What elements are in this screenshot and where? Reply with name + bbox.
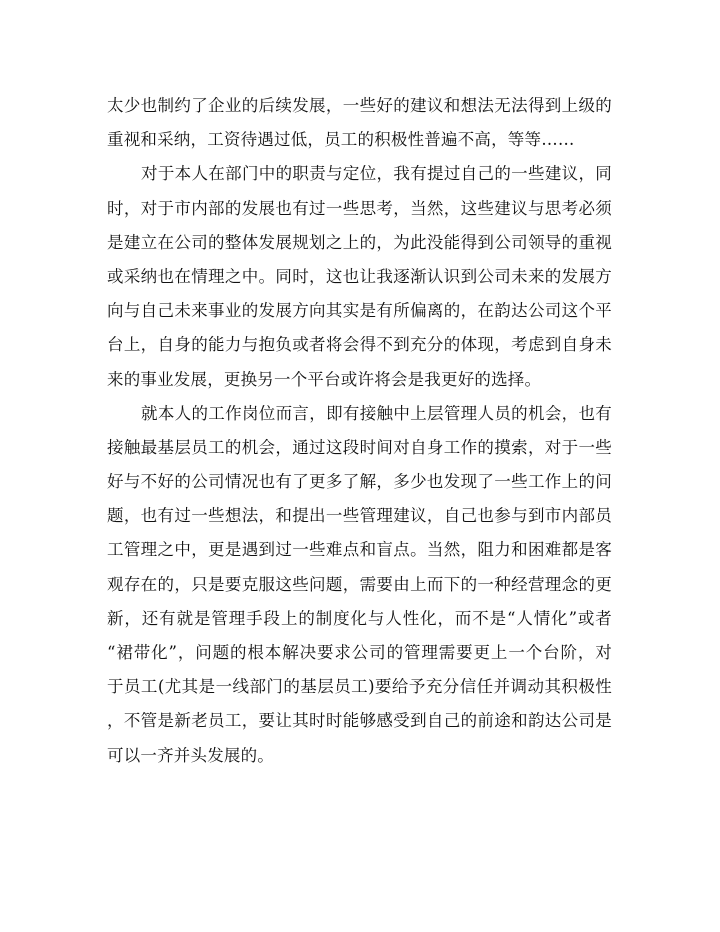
text-line: 时，对于市内部的发展也有过一些思考，当然，这些建议与思考必须 — [107, 198, 612, 218]
text-line: 接触最基层员工的机会，通过这段时间对自身工作的摸索，对于一些 — [107, 437, 612, 457]
text-line: 向与自己未来事业的发展方向其实是有所偏离的，在韵达公司这个平 — [107, 301, 612, 321]
paragraph-first-line: 对于本人在部门中的职责与定位，我有提过自己的一些建议，同 — [141, 164, 612, 184]
text-line: 工管理之中，更是遇到过一些难点和盲点。当然，阻力和困难都是客 — [107, 540, 612, 560]
text-line: 或采纳也在情理之中。同时，这也让我逐渐认识到公司未来的发展方 — [107, 266, 612, 286]
body-text — [107, 89, 612, 773]
text-line: ，不管是新老员工，要让其时时能够感受到自己的前途和韵达公司是 — [107, 711, 612, 731]
text-line: 台上，自身的能力与抱负或者将会得不到充分的体现，考虑到自身未 — [107, 335, 612, 355]
text-line: 观存在的，只是要克服这些问题，需要由上而下的一种经营理念的更 — [107, 574, 612, 594]
paragraph-end-line: 重视和采纳，工资待遇过低，员工的积极性普遍不高，等等…… — [107, 130, 575, 150]
paragraph-end-line: 可以一齐并头发展的。 — [107, 745, 274, 765]
paragraph-first-line: 就本人的工作岗位而言，即有接触中上层管理人员的机会，也有 — [141, 403, 612, 423]
text-line: 题，也有过一些想法，和提出一些管理建议，自己也参与到市内部员 — [107, 506, 612, 526]
text-line: 新，还有就是管理手段上的制度化与人性化，而不是“人情化”或者 — [107, 608, 612, 628]
text-line: 是建立在公司的整体发展规划之上的，为此没能得到公司领导的重视 — [107, 232, 612, 252]
text-line: “裙带化”，问题的根本解决要求公司的管理需要更上一个台阶，对 — [107, 643, 612, 662]
text-line: 太少也制约了企业的后续发展，一些好的建议和想法无法得到上级的 — [107, 96, 612, 115]
text-line: 好与不好的公司情况也有了更多了解，多少也发现了一些工作上的问 — [107, 472, 612, 492]
paragraph-end-line: 来的事业发展，更换另一个平台或许将会是我更好的选择。 — [107, 369, 542, 389]
text-line: 于员工(尤其是一线部门的基层员工)要给予充分信任并调动其积极性 — [107, 677, 612, 697]
